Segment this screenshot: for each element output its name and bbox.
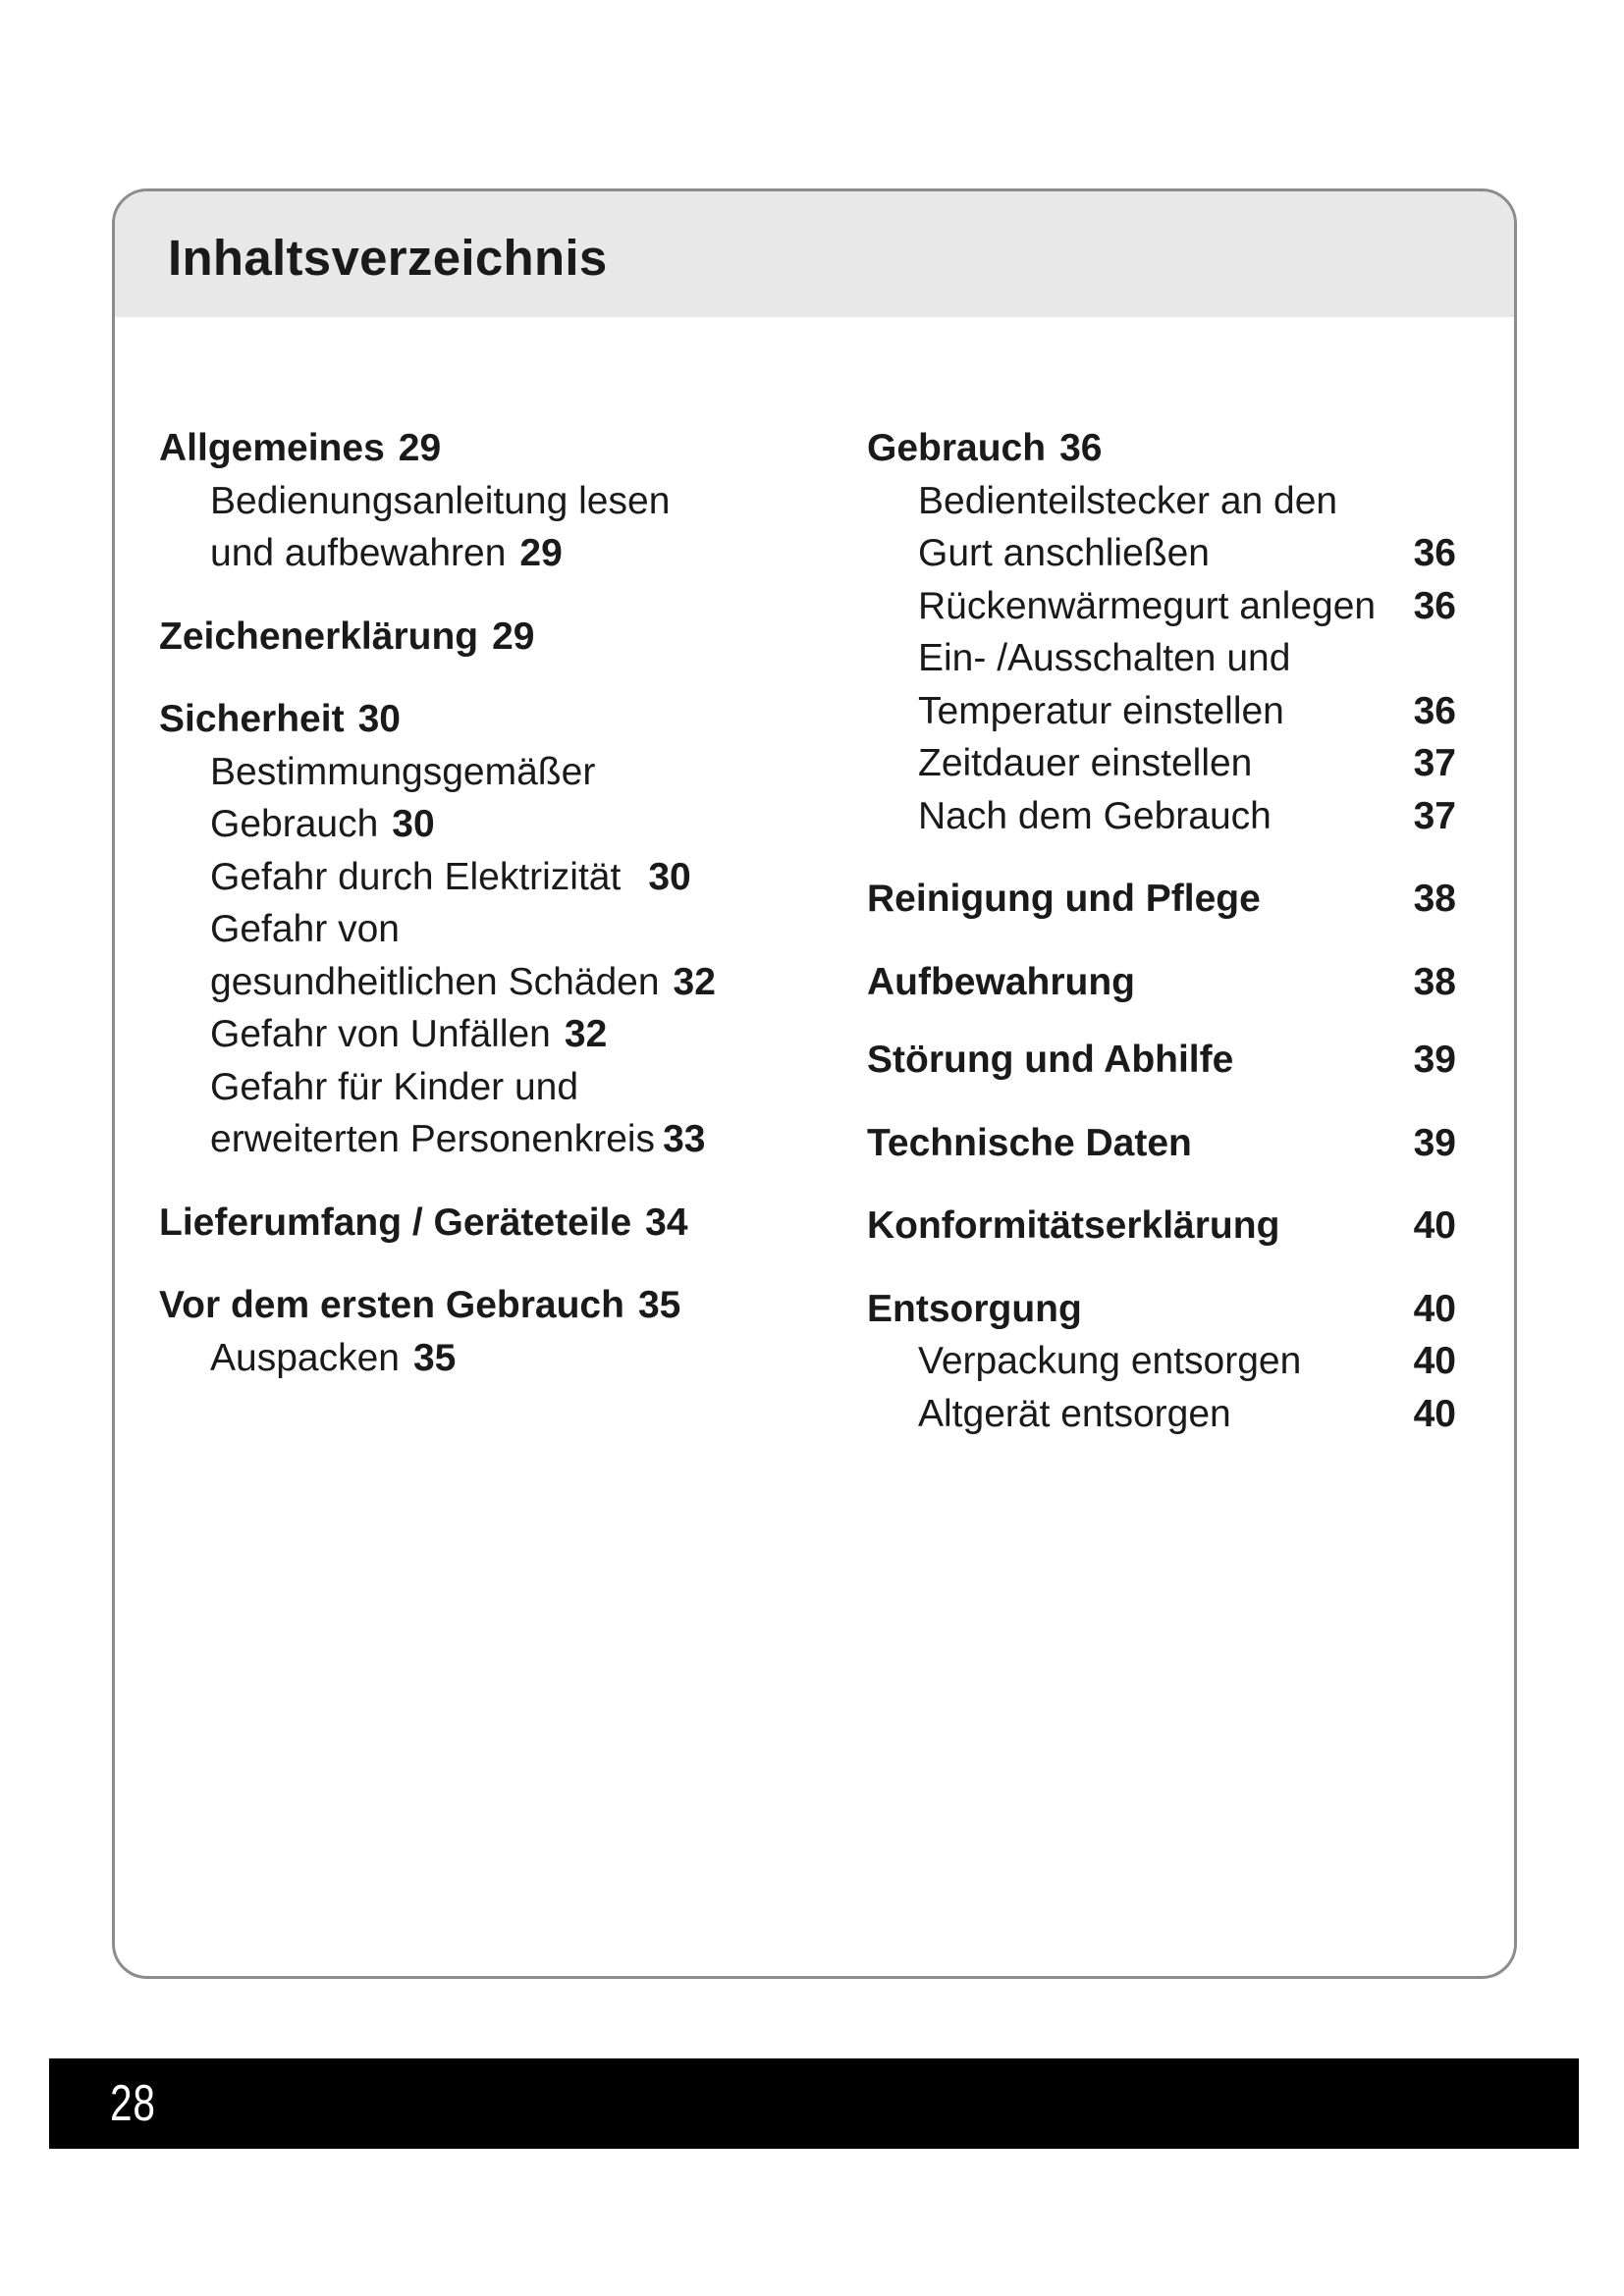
toc-entry-einaus-line1[interactable]: Ein- /Ausschalten und xyxy=(918,637,1291,679)
toc-entry-entsorgung[interactable]: Entsorgung 40 xyxy=(867,1287,1456,1330)
toc-entry-kinder-line2[interactable]: erweiterten Personenkreis 33 xyxy=(210,1118,706,1160)
toc-entry-einaus-line2[interactable]: Temperatur einstellen 36 xyxy=(918,689,1456,732)
toc-entry-kinder-line1[interactable]: Gefahr für Kinder und xyxy=(210,1065,579,1108)
toc-header xyxy=(115,191,1514,317)
toc-entry-sicherheit[interactable]: Sicherheit 30 xyxy=(159,698,401,740)
toc-entry-technische-daten[interactable]: Technische Daten 39 xyxy=(867,1121,1456,1164)
toc-entry-lieferumfang[interactable]: Lieferumfang / Geräteteile 34 xyxy=(159,1201,688,1244)
page-number: 28 xyxy=(110,2075,156,2132)
toc-entry-altgeraet[interactable]: Altgerät entsorgen 40 xyxy=(918,1392,1456,1435)
toc-entry-stecker-line2[interactable]: Gurt anschließen 36 xyxy=(918,532,1456,574)
toc-entry-reinigung[interactable]: Reinigung und Pflege 38 xyxy=(867,878,1456,920)
toc-entry-auspacken[interactable]: Auspacken 35 xyxy=(210,1336,457,1379)
toc-entry-verpackung[interactable]: Verpackung entsorgen 40 xyxy=(918,1340,1456,1382)
toc-entry-elektrizitaet[interactable]: Gefahr durch Elektrizität 30 xyxy=(210,855,691,898)
toc-entry-zeichenerklaerung[interactable]: Zeichenerklärung 29 xyxy=(159,614,535,658)
toc-entry-bedienungsanleitung-line1[interactable]: Bedienungsanleitung lesen xyxy=(210,479,671,522)
toc-entry-konformitaet[interactable]: Konformitätserklärung 40 xyxy=(867,1204,1456,1247)
toc-entry-zeitdauer[interactable]: Zeitdauer einstellen 37 xyxy=(918,742,1456,784)
toc-entry-bestimmung-line2[interactable]: Gebrauch 30 xyxy=(210,803,435,845)
toc-entry-allgemeines[interactable]: Allgemeines 29 xyxy=(159,427,442,469)
toc-entry-gesundheit-line2[interactable]: gesundheitlichen Schäden 32 xyxy=(210,960,716,1003)
toc-entry-unfaelle[interactable]: Gefahr von Unfällen 32 xyxy=(210,1013,608,1055)
toc-entry-stoerung[interactable]: Störung und Abhilfe 39 xyxy=(867,1039,1456,1081)
toc-entry-aufbewahrung[interactable]: Aufbewahrung 38 xyxy=(867,960,1456,1003)
toc-title: Inhaltsverzeichnis xyxy=(168,230,608,286)
toc-right-column xyxy=(867,422,1456,1440)
toc-entry-gebrauch[interactable]: Gebrauch 36 xyxy=(867,427,1103,469)
toc-entry-bedienungsanleitung-line2[interactable]: und aufbewahren 29 xyxy=(210,532,563,574)
toc-entry-nach-gebrauch[interactable]: Nach dem Gebrauch 37 xyxy=(918,794,1456,837)
toc-entry-vor-gebrauch[interactable]: Vor dem ersten Gebrauch 35 xyxy=(159,1284,681,1326)
toc-entry-stecker-line1[interactable]: Bedienteilstecker an den xyxy=(918,479,1338,522)
footer-bar xyxy=(49,2058,1579,2149)
toc-left-column xyxy=(159,422,846,1384)
toc-entry-anlegen[interactable]: Rückenwärmegurt anlegen 36 xyxy=(918,584,1456,627)
toc-entry-bestimmung-line1[interactable]: Bestimmungsgemäßer xyxy=(210,750,596,793)
toc-entry-gesundheit-line1[interactable]: Gefahr von xyxy=(210,908,400,950)
